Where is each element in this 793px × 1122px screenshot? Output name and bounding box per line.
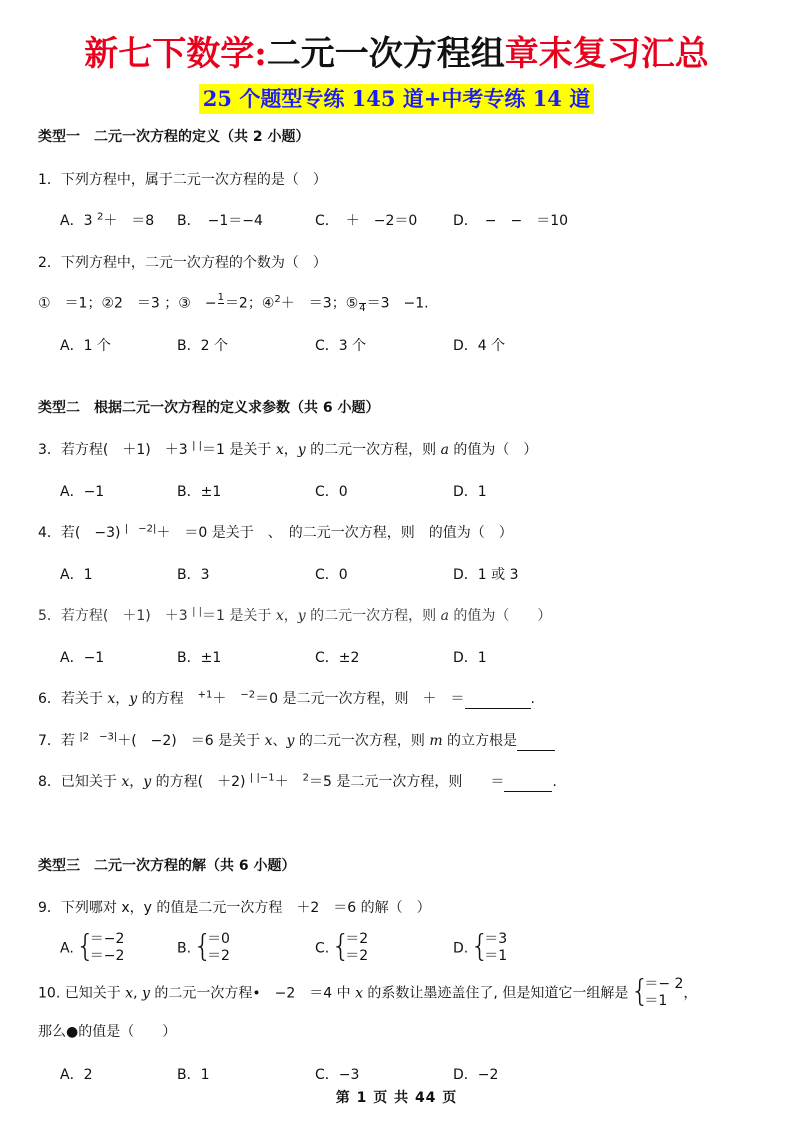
q10-stem xyxy=(38,976,697,1011)
q7-var-m: m xyxy=(429,733,443,749)
q1-option-a-rest: ＋ ＝8 xyxy=(103,213,155,229)
section-heading-2: 类型二 根据二元一次方程的定义求参数（共 6 小题） xyxy=(38,400,380,416)
q2-stem: 2．下列方程中，二元一次方程的个数为（ ） xyxy=(38,255,327,271)
q9-option-d-row1: ＝3 xyxy=(484,931,508,947)
page-footer: 第 1 页 共 44 页 xyxy=(335,1090,458,1106)
q4-stem-a: 4．若( −3) xyxy=(38,525,125,541)
q5-stem-a: 5．若方程( ＋1) ＋3 xyxy=(38,608,193,624)
q5-option-d: D．1 xyxy=(453,650,487,666)
q10-stem-a: 10. 已知关于 xyxy=(38,985,126,1002)
q9-option-b xyxy=(177,931,315,966)
title-part-2: 二元一次方程组 xyxy=(266,34,505,74)
q3-option-a: A．−1 xyxy=(60,484,105,500)
q5-options xyxy=(60,648,487,668)
section-heading-1: 类型一 二元一次方程的定义（共 2 小题） xyxy=(38,129,310,145)
q5-option-a: A．−1 xyxy=(60,650,105,666)
q6-stem-f: . xyxy=(530,691,535,707)
q10-var-x: x xyxy=(125,985,134,1002)
q10-stem-c: 的二元一次方程• −2 ＝4 中 xyxy=(149,985,356,1002)
q10-line-2: 那么●的值是（ ） xyxy=(38,1024,177,1040)
q4-stem xyxy=(38,523,513,543)
q10-stem-b: , xyxy=(133,985,142,1002)
q9-option-b-row1: ＝0 xyxy=(207,931,230,947)
q7-stem-a: 7．若 xyxy=(38,733,80,749)
q3-var-a: a xyxy=(440,442,449,458)
q9-option-b-system xyxy=(193,931,230,966)
q4-options xyxy=(60,565,519,585)
q2-list-sup: 2 xyxy=(274,293,281,305)
q8-stem-e: ＝5 是二元一次方程，则 ＝ xyxy=(308,774,505,790)
q6-stem-d: ＋ xyxy=(212,691,241,707)
q3-var-x: x xyxy=(275,442,284,458)
section-heading-3: 类型三 二元一次方程的解（共 6 小题） xyxy=(38,858,296,874)
q2-fraction-2-den: 4 xyxy=(359,303,366,314)
q5-var-x: x xyxy=(275,608,284,624)
q3-option-c: C．0 xyxy=(315,484,348,500)
q3-option-d: D．1 xyxy=(453,484,487,500)
q5-option-b: B．±1 xyxy=(177,650,222,666)
q10-options xyxy=(60,1065,498,1085)
q3-var-y: y xyxy=(297,442,306,458)
q4-stem-b: ＋ ＝0 是关于 、 的二元一次方程，则 的值为（ ） xyxy=(156,525,513,541)
q1-option-c: C． ＋ −2＝0 xyxy=(315,213,418,229)
q2-list-part-2: ＝2；④ xyxy=(224,295,275,312)
q8-stem-f: . xyxy=(552,774,557,790)
brace-icon: { xyxy=(630,974,650,1009)
subtitle: 25 个题型专练 145 道+中考专练 14 道 xyxy=(199,84,594,114)
q9-option-a-row1: ＝−2 xyxy=(89,931,125,947)
q3-stem-d: 的二元一次方程，则 xyxy=(305,442,441,458)
q2-list xyxy=(38,293,429,314)
q7-stem xyxy=(38,731,555,751)
q5-var-y: y xyxy=(297,608,306,624)
q7-stem-d: 的二元一次方程，则 xyxy=(294,733,430,749)
q4-sup: | −2| xyxy=(124,523,157,535)
subtitle-wrapper xyxy=(0,84,793,114)
q8-stem-b: ， xyxy=(129,774,144,790)
q8-answer-blank xyxy=(504,776,552,792)
q10-row2: ＝1 xyxy=(644,993,668,1009)
q2-option-a: A．1 个 xyxy=(60,338,111,354)
q3-stem xyxy=(38,440,537,460)
q7-var-x: x xyxy=(264,733,273,749)
q3-stem-b: ＝1 是关于 xyxy=(202,442,276,458)
brace-icon: { xyxy=(470,929,490,964)
brace-icon: { xyxy=(193,929,213,964)
q9-stem: 9．下列哪对 x，y 的值是二元一次方程 ＋2 ＝6 的解（ ） xyxy=(38,900,431,916)
q4-option-b: B．3 xyxy=(177,567,210,583)
title-part-3: 章末复习汇总 xyxy=(504,34,709,74)
q5-stem-b: ＝1 是关于 xyxy=(202,608,276,624)
q10-stem-d: 的系数让墨迹盖住了, 但是知道它一组解是 xyxy=(362,985,629,1002)
q6-stem-c: 的方程 xyxy=(137,691,198,707)
q10-stem-e: ， xyxy=(683,985,698,1002)
q9-option-a-system xyxy=(76,931,125,966)
q9-option-c-row2: ＝2 xyxy=(345,948,369,964)
q9-option-d xyxy=(453,931,507,966)
q5-stem-c: ， xyxy=(283,608,298,624)
q4-option-c: C．0 xyxy=(315,567,348,583)
q6-stem-a: 6．若关于 xyxy=(38,691,108,707)
q8-sup-1: | |−1 xyxy=(249,772,275,784)
q10-option-a: A．2 xyxy=(60,1067,93,1083)
q5-stem xyxy=(38,606,551,626)
q3-stem-c: ， xyxy=(283,442,298,458)
q5-option-c: C．±2 xyxy=(315,650,360,666)
q10-solution-system xyxy=(630,976,683,1011)
q5-stem-e: 的值为（ ） xyxy=(448,608,552,624)
q10-option-d: D．−2 xyxy=(453,1067,499,1083)
q2-option-d: D．4 个 xyxy=(453,338,506,354)
q1-option-b: B． −1＝−4 xyxy=(177,213,263,229)
q2-fraction-1-num: 1 xyxy=(217,292,224,303)
q8-stem-d: ＋ xyxy=(274,774,303,790)
q1-option-d: D． − − ＝10 xyxy=(453,213,569,229)
q10-var-x-2: x xyxy=(355,985,363,1002)
q8-stem-c: 的方程( ＋2) xyxy=(151,774,250,790)
brace-icon: { xyxy=(75,929,95,964)
q9-option-d-label: D. xyxy=(453,940,469,957)
q9-option-c-row1: ＝2 xyxy=(345,931,369,947)
q9-option-d-system xyxy=(470,931,507,966)
q6-stem-b: ， xyxy=(115,691,130,707)
q6-sup-2: −2 xyxy=(240,689,256,701)
q7-var-y: y xyxy=(286,733,295,749)
q5-sup: | | xyxy=(192,606,203,618)
q3-stem-e: 的值为（ ） xyxy=(448,442,538,458)
q3-sup: | | xyxy=(192,440,203,452)
q9-option-a xyxy=(60,931,177,966)
q2-fraction-2 xyxy=(359,293,365,314)
q1-option-a-sup: 2 xyxy=(96,211,104,223)
q10-var-y: y xyxy=(141,985,150,1002)
q4-option-d: D．1 或 3 xyxy=(453,567,519,583)
q6-stem-e: ＝0 是二元一次方程，则 ＋ ＝ xyxy=(255,691,465,707)
q3-options xyxy=(60,482,487,502)
q2-list-part-3: ＋ ＝3；⑤ xyxy=(280,295,359,312)
q6-sup-1: +1 xyxy=(197,689,213,701)
q9-option-a-row2: ＝−2 xyxy=(89,948,125,964)
q9-option-d-row2: ＝1 xyxy=(484,948,508,964)
q6-stem xyxy=(38,689,535,709)
q4-option-a: A．1 xyxy=(60,567,93,583)
q9-option-a-label: A. xyxy=(60,940,74,957)
q6-var-y: y xyxy=(129,691,138,707)
q5-var-a: a xyxy=(440,608,449,624)
q1-option-a xyxy=(60,211,177,231)
q3-option-b: B．±1 xyxy=(177,484,222,500)
q7-stem-b: ＋( −2) ＝6 是关于 xyxy=(117,733,265,749)
q7-answer-blank xyxy=(517,735,555,751)
q1-options xyxy=(60,211,568,231)
q9-option-c-label: C. xyxy=(315,940,330,957)
q7-stem-e: 的立方根是 xyxy=(442,733,518,749)
q2-option-c: C．3 个 xyxy=(315,338,367,354)
q8-stem-a: 8．已知关于 xyxy=(38,774,122,790)
brace-icon: { xyxy=(331,929,351,964)
q9-option-b-label: B. xyxy=(177,940,192,957)
q8-var-y: y xyxy=(143,774,152,790)
q9-option-b-row2: ＝2 xyxy=(207,948,230,964)
q2-list-part-1: ① ＝1；②2 ＝3 ；③ − xyxy=(38,295,217,312)
q2-options xyxy=(60,336,505,356)
q10-option-c: C．−3 xyxy=(315,1067,360,1083)
q2-fraction-1 xyxy=(218,293,224,314)
q8-var-x: x xyxy=(121,774,130,790)
q1-option-a-text: A．3 xyxy=(60,213,97,229)
q10-row1: ＝− 2 xyxy=(644,976,684,992)
q9-option-c-system xyxy=(331,931,368,966)
q8-sup-2: 2 xyxy=(302,772,309,784)
q2-option-b: B．2 个 xyxy=(177,338,228,354)
q9-options xyxy=(60,931,507,966)
q9-option-c xyxy=(315,931,453,966)
q3-stem-a: 3．若方程( ＋1) ＋3 xyxy=(38,442,193,458)
q8-stem xyxy=(38,772,557,792)
q6-answer-blank xyxy=(465,693,531,709)
q6-var-x: x xyxy=(107,691,116,707)
page-title xyxy=(0,30,793,78)
q1-stem: 1．下列方程中，属于二元一次方程的是（ ） xyxy=(38,172,327,188)
q5-stem-d: 的二元一次方程，则 xyxy=(305,608,441,624)
q7-sup: |2 −3| xyxy=(79,731,118,743)
q7-stem-c: 、 xyxy=(272,733,287,749)
title-part-1: 新七下数学: xyxy=(84,34,267,74)
q10-option-b: B．1 xyxy=(177,1067,210,1083)
q2-list-part-4: ＝3 −1. xyxy=(366,295,429,312)
